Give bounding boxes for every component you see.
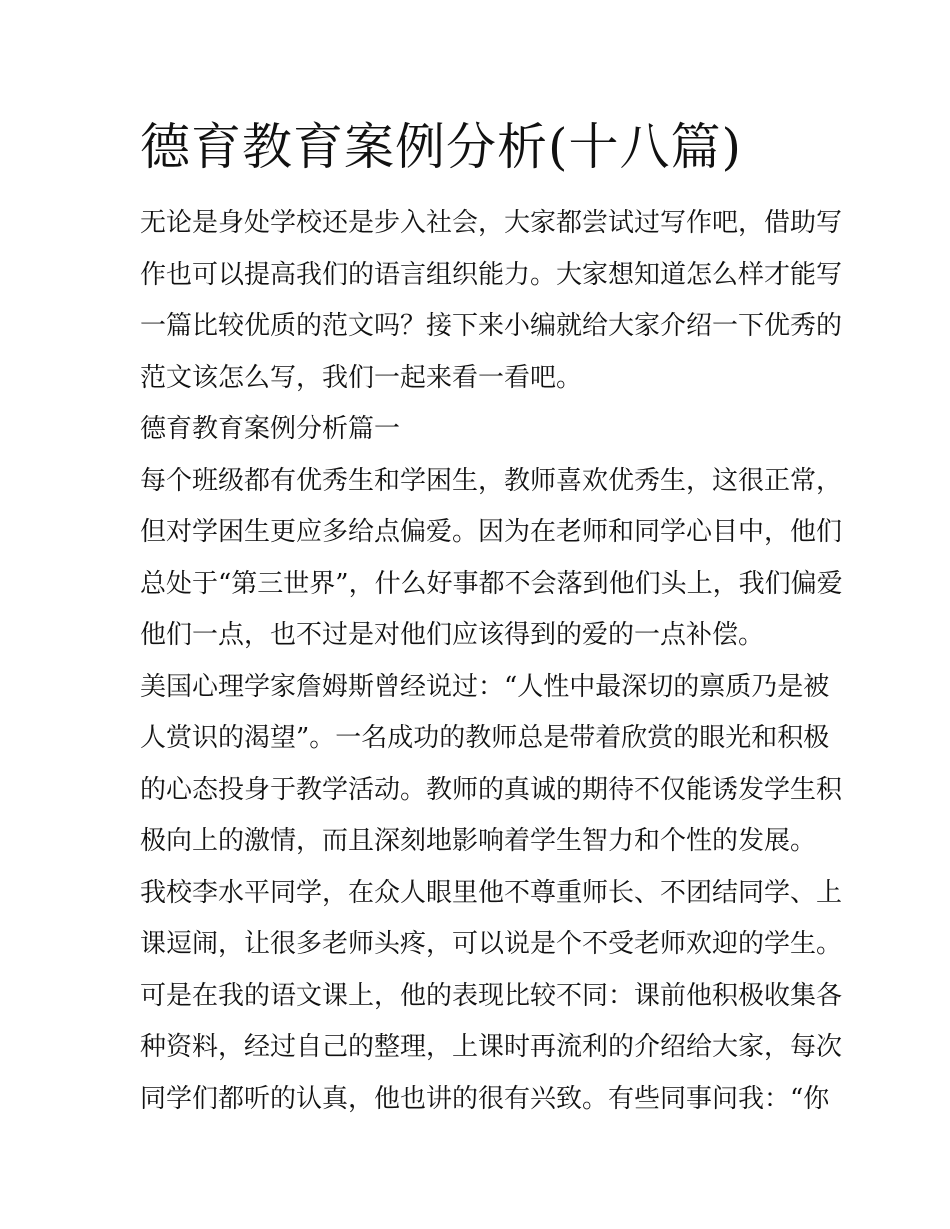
text-line: 作也可以提高我们的语言组织能力。大家想知道怎么样才能写 bbox=[140, 259, 843, 290]
text-line: 人赏识的渴望”。一名成功的教师总是带着欣赏的眼光和积极 bbox=[140, 723, 830, 753]
text-line: 每个班级都有优秀生和学困生，教师喜欢优秀生，这很正常， bbox=[140, 465, 843, 496]
text-line: 极向上的激情，而且深刻地影响着学生智力和个性的发展。 bbox=[140, 826, 817, 856]
text-line: 的心态投身于教学活动。教师的真诚的期待不仅能诱发学生积 bbox=[140, 774, 843, 805]
text-line: 他们一点，也不过是对他们应该得到的爱的一点补偿。 bbox=[140, 620, 765, 650]
text-line: 美国心理学家詹姆斯曾经说过：“人性中最深切的禀质乃是被 bbox=[140, 671, 830, 702]
section-heading: 德育教育案例分析篇一 bbox=[140, 414, 401, 444]
text-line: 总处于“第三世界”，什么好事都不会落到他们头上，我们偏爱 bbox=[140, 568, 843, 599]
document-body bbox=[140, 198, 843, 1125]
text-line: 种资料，经过自己的整理，上课时再流利的介绍给大家，每次 bbox=[140, 1032, 843, 1062]
text-line: 一篇比较优质的范文吗？接下来小编就给大家介绍一下优秀的 bbox=[140, 311, 843, 341]
text-line: 课逗闹，让很多老师头疼，可以说是个不受老师欢迎的学生。 bbox=[140, 929, 843, 959]
text-line: 范文该怎么写，我们一起来看一看吧。 bbox=[140, 362, 583, 393]
text-line: 但对学困生更应多给点偏爱。因为在老师和同学心目中，他们 bbox=[140, 517, 843, 547]
document-title: 德育教育案例分析(十八篇) bbox=[140, 118, 743, 176]
text-line: 无论是身处学校还是步入社会，大家都尝试过写作吧，借助写 bbox=[140, 208, 843, 238]
text-line: 可是在我的语文课上，他的表现比较不同：课前他积极收集各 bbox=[140, 980, 843, 1011]
text-line: 同学们都听的认真，他也讲的很有兴致。有些同事问我：“你 bbox=[140, 1083, 830, 1114]
text-line: 我校李水平同学，在众人眼里他不尊重师长、不团结同学、上 bbox=[140, 877, 843, 908]
